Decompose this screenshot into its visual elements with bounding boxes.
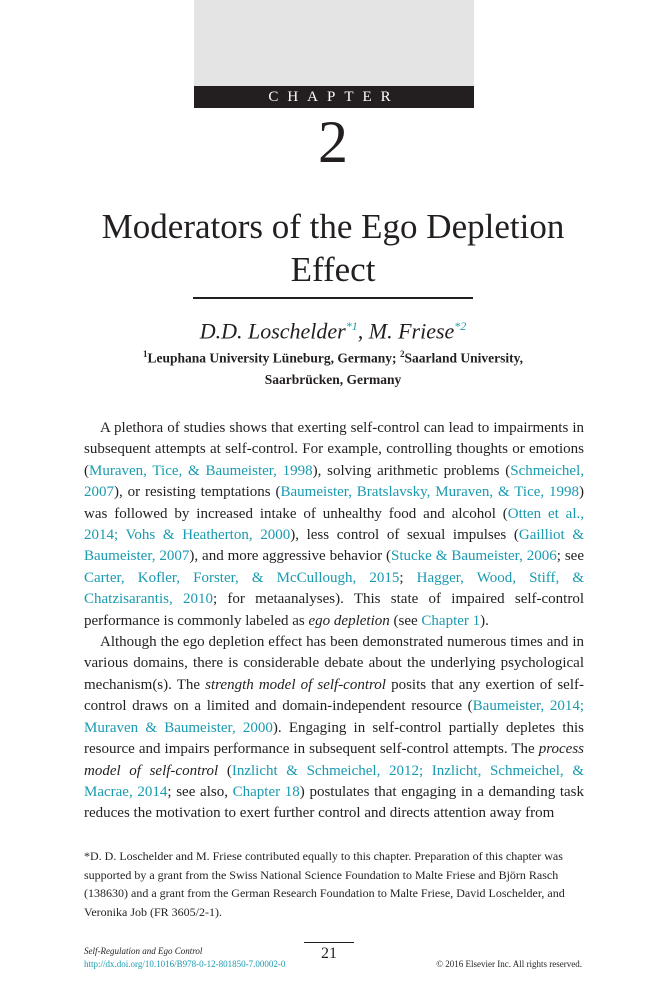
- body-text: ). Engaging in self-control partially depletes this resource and impairs performance in subsequent self-control attempts. The: [84, 719, 584, 758]
- emphasis-term: process model of self-control: [84, 741, 584, 779]
- chapter-label: CHAPTER: [194, 86, 474, 108]
- emphasis-term: strength model of self-control: [205, 676, 386, 693]
- author-separator: ,: [357, 318, 369, 344]
- citation-link[interactable]: Hagger, Wood, Stiff, & Chatzisarantis, 2010: [84, 569, 585, 608]
- citation-link[interactable]: Stucke & Baumeister, 2006: [391, 548, 557, 565]
- footer-source: [84, 945, 285, 971]
- author-footnote-link[interactable]: *2: [454, 319, 467, 333]
- paragraph: [84, 418, 584, 632]
- citation-link[interactable]: Carter, Kofler, Forster, & McCullough, 2015: [84, 569, 400, 586]
- author-footnote-link[interactable]: *1: [345, 319, 358, 333]
- page-number-rule: [304, 942, 354, 943]
- affiliation-marker: 2: [399, 349, 405, 359]
- citation-link[interactable]: Otten et al., 2014; Vohs & Heatherton, 2000: [84, 505, 584, 544]
- body-text: posits that any exertion of self-control draws on a limited and domain-independent resource (: [84, 676, 584, 715]
- copyright-notice: © 2016 Elsevier Inc. All rights reserved.: [436, 959, 582, 969]
- affiliation-marker: 1: [143, 349, 148, 359]
- body-text: ; see: [556, 548, 584, 565]
- emphasis-term: ego depletion: [308, 612, 390, 629]
- body-text: ), solving arithmetic problems (: [312, 462, 511, 479]
- citation-link[interactable]: Muraven, Tice, & Baumeister, 1998: [89, 462, 313, 479]
- title-divider: [193, 297, 473, 299]
- citation-link[interactable]: Baumeister, 2014; Muraven & Baumeister, 2000: [84, 698, 584, 736]
- body-text: ) postulates that engaging in a demanding task reduces the motivation to exert further control and directs attention away from: [84, 783, 585, 822]
- doi-link[interactable]: http://dx.doi.org/10.1016/B978-0-12-801850-7.00002-0: [84, 959, 286, 969]
- body-text: (see: [389, 612, 422, 629]
- affiliations: [60, 344, 606, 390]
- body-text: ) was followed by increased intake of unhealthy food and alcohol (: [84, 484, 584, 522]
- body-text: Although the ego depletion effect has been demonstrated numerous times and in various domains, there is considerable debate about the underlying psychological mechanism(s). The: [84, 634, 584, 693]
- body-text: ;: [399, 569, 417, 586]
- body-text: ; for metaanalyses). This state of impaired self-control performance is commonly labeled as: [84, 591, 584, 629]
- citation-link[interactable]: Baumeister, Bratslavsky, Muraven, & Tice, 1998: [280, 484, 579, 501]
- chapter-title-line1: Moderators of the Ego Depletion: [101, 207, 565, 246]
- body-text: ; see also,: [167, 783, 233, 800]
- citation-link[interactable]: Inzlicht & Schmeichel, 2012; Inzlicht, Schmeichel, & Macrae, 2014: [84, 762, 584, 800]
- chapter-number: 2: [318, 109, 348, 175]
- paragraph: [84, 632, 584, 825]
- affiliation-text: Saarland University,: [404, 350, 523, 366]
- chapter-cross-reference-link[interactable]: Chapter 1: [421, 612, 481, 629]
- citation-link[interactable]: Schmeichel, 2007: [84, 462, 584, 501]
- affiliation-text: Saarbrücken, Germany: [264, 371, 402, 387]
- page-number: 21: [321, 945, 337, 962]
- author-name: D.D. Loschelder: [199, 318, 346, 344]
- author-list: [0, 312, 666, 345]
- journal-title: Self-Regulation and Ego Control: [84, 946, 203, 956]
- body-text: ), and more aggressive behavior (: [189, 548, 392, 565]
- chapter-title: [20, 205, 646, 291]
- citation-link[interactable]: Gailliot & Baumeister, 2007: [84, 527, 584, 565]
- affiliation-text: Leuphana University Lüneburg, Germany;: [147, 350, 400, 366]
- body-text: (: [218, 762, 232, 779]
- body-text: ), less control of sexual impulses (: [290, 527, 519, 544]
- author-footnote: *D. D. Loschelder and M. Friese contributed equally to this chapter. Preparation of this chapter was supported by a grant from the Swiss National Science Foundation to Malte Friese and Björn Rasch (138630) and a grant from the German Research Foundation to Malte Friese, David Loschelder, and Veronika Job (FR 3605/2-1).: [84, 849, 565, 919]
- author-name: M. Friese: [368, 318, 455, 344]
- body-text: ).: [480, 612, 489, 629]
- body-text: ), or resisting temptations (: [114, 484, 281, 501]
- chapter-body: [84, 418, 584, 825]
- chapter-title-line2: Effect: [290, 250, 376, 289]
- body-text: A plethora of studies shows that exerting self-control can lead to impairments in subsequent attempts at self-control. For example, controlling thoughts or emotions (: [84, 420, 584, 479]
- chapter-cross-reference-link[interactable]: Chapter 18: [232, 783, 300, 800]
